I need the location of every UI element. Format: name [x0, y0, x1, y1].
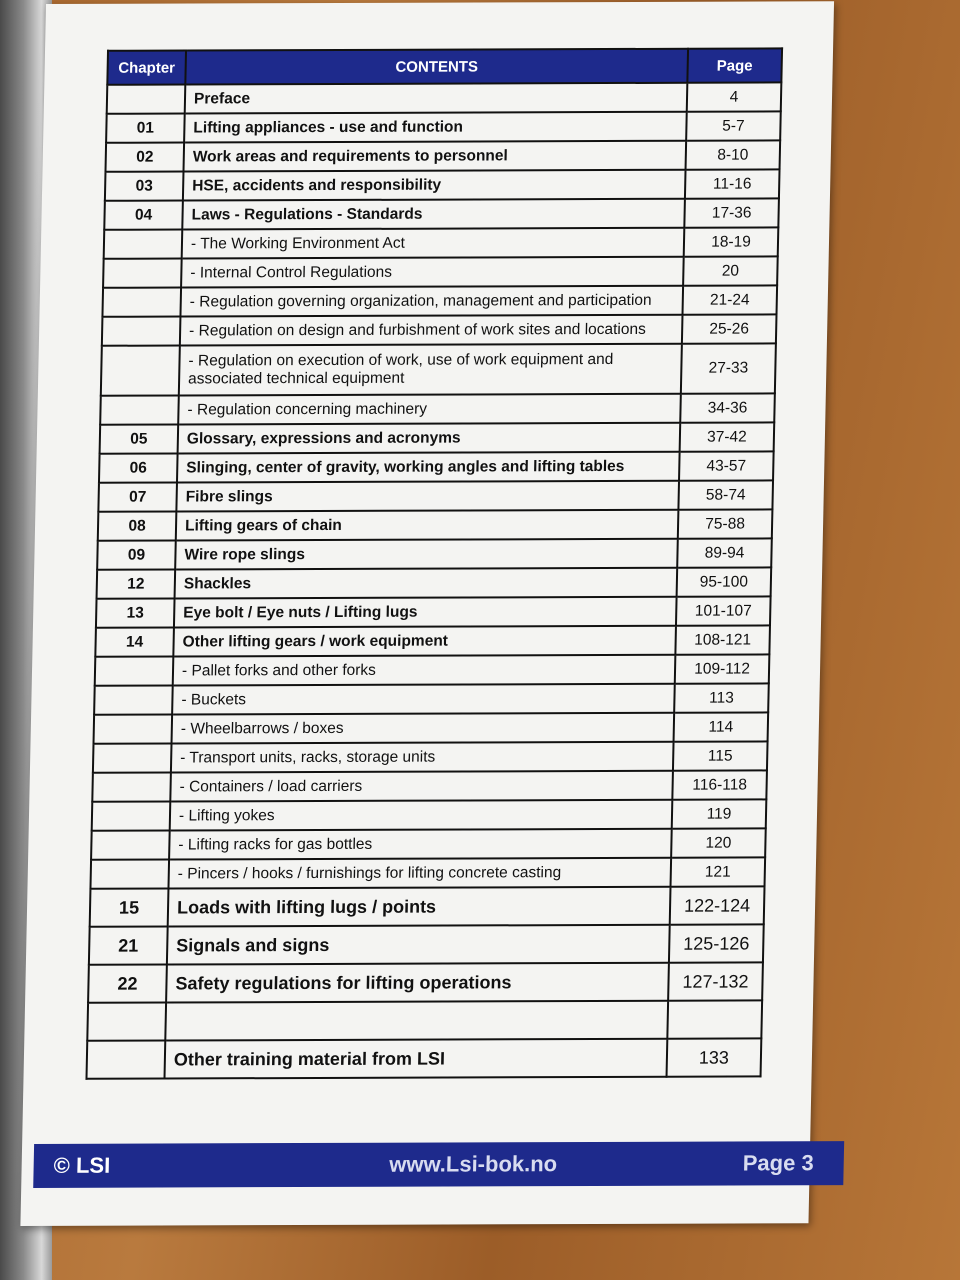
title-cell: - The Working Environment Act	[182, 228, 685, 259]
title-cell: Fibre slings	[176, 481, 679, 512]
header-chapter: Chapter	[107, 51, 186, 85]
title-cell: - Containers / load carriers	[170, 771, 673, 802]
title-cell: Loads with lifting lugs / points	[168, 887, 671, 927]
chapter-cell: 13	[96, 599, 175, 628]
title-cell: Slinging, center of gravity, working angles and lifting tables	[177, 452, 680, 483]
chapter-cell	[90, 860, 169, 889]
page-cell: 113	[674, 683, 769, 712]
table-row	[98, 480, 773, 511]
table-row	[107, 82, 782, 113]
table-row	[92, 799, 767, 830]
page-cell: 5-7	[686, 111, 781, 140]
chapter-cell	[94, 686, 173, 715]
title-cell: - Pallet forks and other forks	[173, 655, 676, 686]
page-cell: 34-36	[680, 393, 775, 422]
page-footer	[33, 1141, 844, 1188]
chapter-cell: 15	[90, 889, 169, 927]
chapter-cell	[102, 317, 181, 346]
title-cell: Shackles	[175, 568, 678, 599]
page-cell: 133	[667, 1038, 762, 1076]
title-cell: Lifting gears of chain	[176, 510, 679, 541]
chapter-cell: 04	[104, 201, 183, 230]
page-cell: 120	[671, 828, 766, 857]
title-cell: Other lifting gears / work equipment	[173, 626, 676, 657]
chapter-cell	[95, 657, 174, 686]
table-row	[104, 198, 779, 229]
page-cell: 95-100	[677, 567, 772, 596]
page-cell: 11-16	[685, 169, 780, 198]
title-cell: - Internal Control Regulations	[181, 257, 684, 288]
table-row	[94, 712, 769, 743]
title-cell: - Regulation on design and furbishment of work sites and locations	[180, 315, 683, 346]
title-cell: - Lifting yokes	[170, 800, 673, 831]
chapter-cell: 14	[95, 628, 174, 657]
table-header	[107, 48, 782, 84]
page-cell: 21-24	[682, 285, 777, 314]
copyright-label: © LSI	[53, 1152, 111, 1178]
table-row	[103, 256, 778, 287]
table-row	[95, 625, 770, 656]
chapter-cell	[93, 744, 172, 773]
chapter-cell: 21	[89, 927, 168, 965]
title-cell: Eye bolt / Eye nuts / Lifting lugs	[174, 597, 677, 628]
chapter-cell: 01	[106, 114, 185, 143]
chapter-cell: 02	[105, 143, 184, 172]
title-cell: - Lifting racks for gas bottles	[169, 829, 672, 860]
table-row	[101, 343, 776, 395]
table-row	[100, 393, 775, 424]
table-row	[100, 422, 775, 453]
chapter-cell	[92, 802, 171, 831]
chapter-cell: 05	[100, 425, 179, 454]
title-cell: Work areas and requirements to personnel	[183, 141, 686, 172]
page-cell: 119	[672, 799, 767, 828]
table-row	[99, 451, 774, 482]
title-cell: Preface	[185, 83, 688, 114]
chapter-cell	[101, 346, 180, 396]
chapter-cell: 03	[105, 172, 184, 201]
chapter-cell	[100, 396, 179, 425]
table-row	[88, 962, 763, 1002]
title-cell: Other training material from LSI	[164, 1039, 667, 1079]
table-row	[93, 741, 768, 772]
table-row	[95, 654, 770, 685]
table-row	[89, 924, 764, 964]
table-row	[90, 886, 765, 926]
chapter-cell	[87, 1003, 166, 1041]
title-cell: - Regulation on execution of work, use of work equipment and associated technical equipment	[179, 344, 682, 396]
page-cell: 75-88	[678, 509, 773, 538]
table-row	[90, 857, 765, 888]
chapter-cell	[86, 1041, 165, 1079]
chapter-cell	[92, 773, 171, 802]
chapter-cell	[94, 715, 173, 744]
page-cell: 89-94	[677, 538, 772, 567]
table-row	[98, 509, 773, 540]
title-cell: - Buckets	[172, 684, 675, 715]
chapter-cell: 09	[97, 541, 176, 570]
title-cell: Wire rope slings	[175, 539, 678, 570]
page-cell: 114	[674, 712, 769, 741]
header-page: Page	[687, 48, 782, 82]
page-cell: 27-33	[681, 343, 776, 393]
page-cell: 58-74	[678, 480, 773, 509]
header-contents: CONTENTS	[185, 49, 688, 85]
chapter-cell: 07	[98, 483, 177, 512]
chapter-cell: 06	[99, 454, 178, 483]
table-row	[97, 567, 772, 598]
contents-body	[86, 82, 781, 1078]
page-cell: 109-112	[675, 654, 770, 683]
chapter-cell	[107, 85, 186, 114]
table-row	[105, 169, 780, 200]
page-cell: 4	[687, 82, 782, 111]
contents-table	[85, 47, 783, 1079]
title-cell: HSE, accidents and responsibility	[183, 170, 686, 201]
website-label: www.Lsi-bok.no	[389, 1151, 558, 1177]
title-cell: Signals and signs	[167, 925, 670, 965]
page-cell: 101-107	[676, 596, 771, 625]
title-cell: Lifting appliances - use and function	[184, 112, 687, 143]
table-row	[102, 285, 777, 316]
table-row	[94, 683, 769, 714]
table-row	[102, 314, 777, 345]
page-number: Page 3	[742, 1150, 814, 1176]
page-cell: 18-19	[684, 227, 779, 256]
page-cell: 108-121	[675, 625, 770, 654]
page-cell: 116-118	[672, 770, 767, 799]
table-row	[105, 140, 780, 171]
page-cell: 127-132	[668, 962, 763, 1000]
title-cell	[165, 1001, 668, 1041]
page-cell: 25-26	[682, 314, 777, 343]
chapter-cell	[91, 831, 170, 860]
title-cell: - Regulation concerning machinery	[178, 394, 681, 425]
page-cell: 37-42	[680, 422, 775, 451]
book-page	[20, 1, 834, 1226]
title-cell: - Transport units, racks, storage units	[171, 742, 674, 773]
table-row	[87, 1000, 762, 1040]
chapter-cell	[104, 230, 183, 259]
page-cell	[667, 1000, 762, 1038]
table-row	[97, 538, 772, 569]
title-cell: - Pincers / hooks / furnishings for lifting concrete casting	[168, 858, 671, 889]
table-row	[96, 596, 771, 627]
page-cell: 121	[671, 857, 766, 886]
page-cell: 125-126	[669, 924, 764, 962]
title-cell: Glossary, expressions and acronyms	[178, 423, 681, 454]
chapter-cell: 12	[97, 570, 176, 599]
page-cell: 43-57	[679, 451, 774, 480]
table-row	[104, 227, 779, 258]
page-cell: 20	[683, 256, 778, 285]
chapter-cell	[103, 259, 182, 288]
title-cell: Safety regulations for lifting operations	[166, 963, 669, 1003]
chapter-cell: 22	[88, 965, 167, 1003]
page-cell: 122-124	[670, 886, 765, 924]
table-row	[106, 111, 781, 142]
title-cell: - Wheelbarrows / boxes	[172, 713, 675, 744]
chapter-cell: 08	[98, 512, 177, 541]
page-cell: 115	[673, 741, 768, 770]
table-row	[91, 828, 766, 859]
title-cell: - Regulation governing organization, management and participation	[180, 286, 683, 317]
page-cell: 17-36	[684, 198, 779, 227]
title-cell: Laws - Regulations - Standards	[182, 199, 685, 230]
page-cell: 8-10	[686, 140, 781, 169]
table-row	[92, 770, 767, 801]
chapter-cell	[102, 288, 181, 317]
table-row	[86, 1038, 761, 1078]
